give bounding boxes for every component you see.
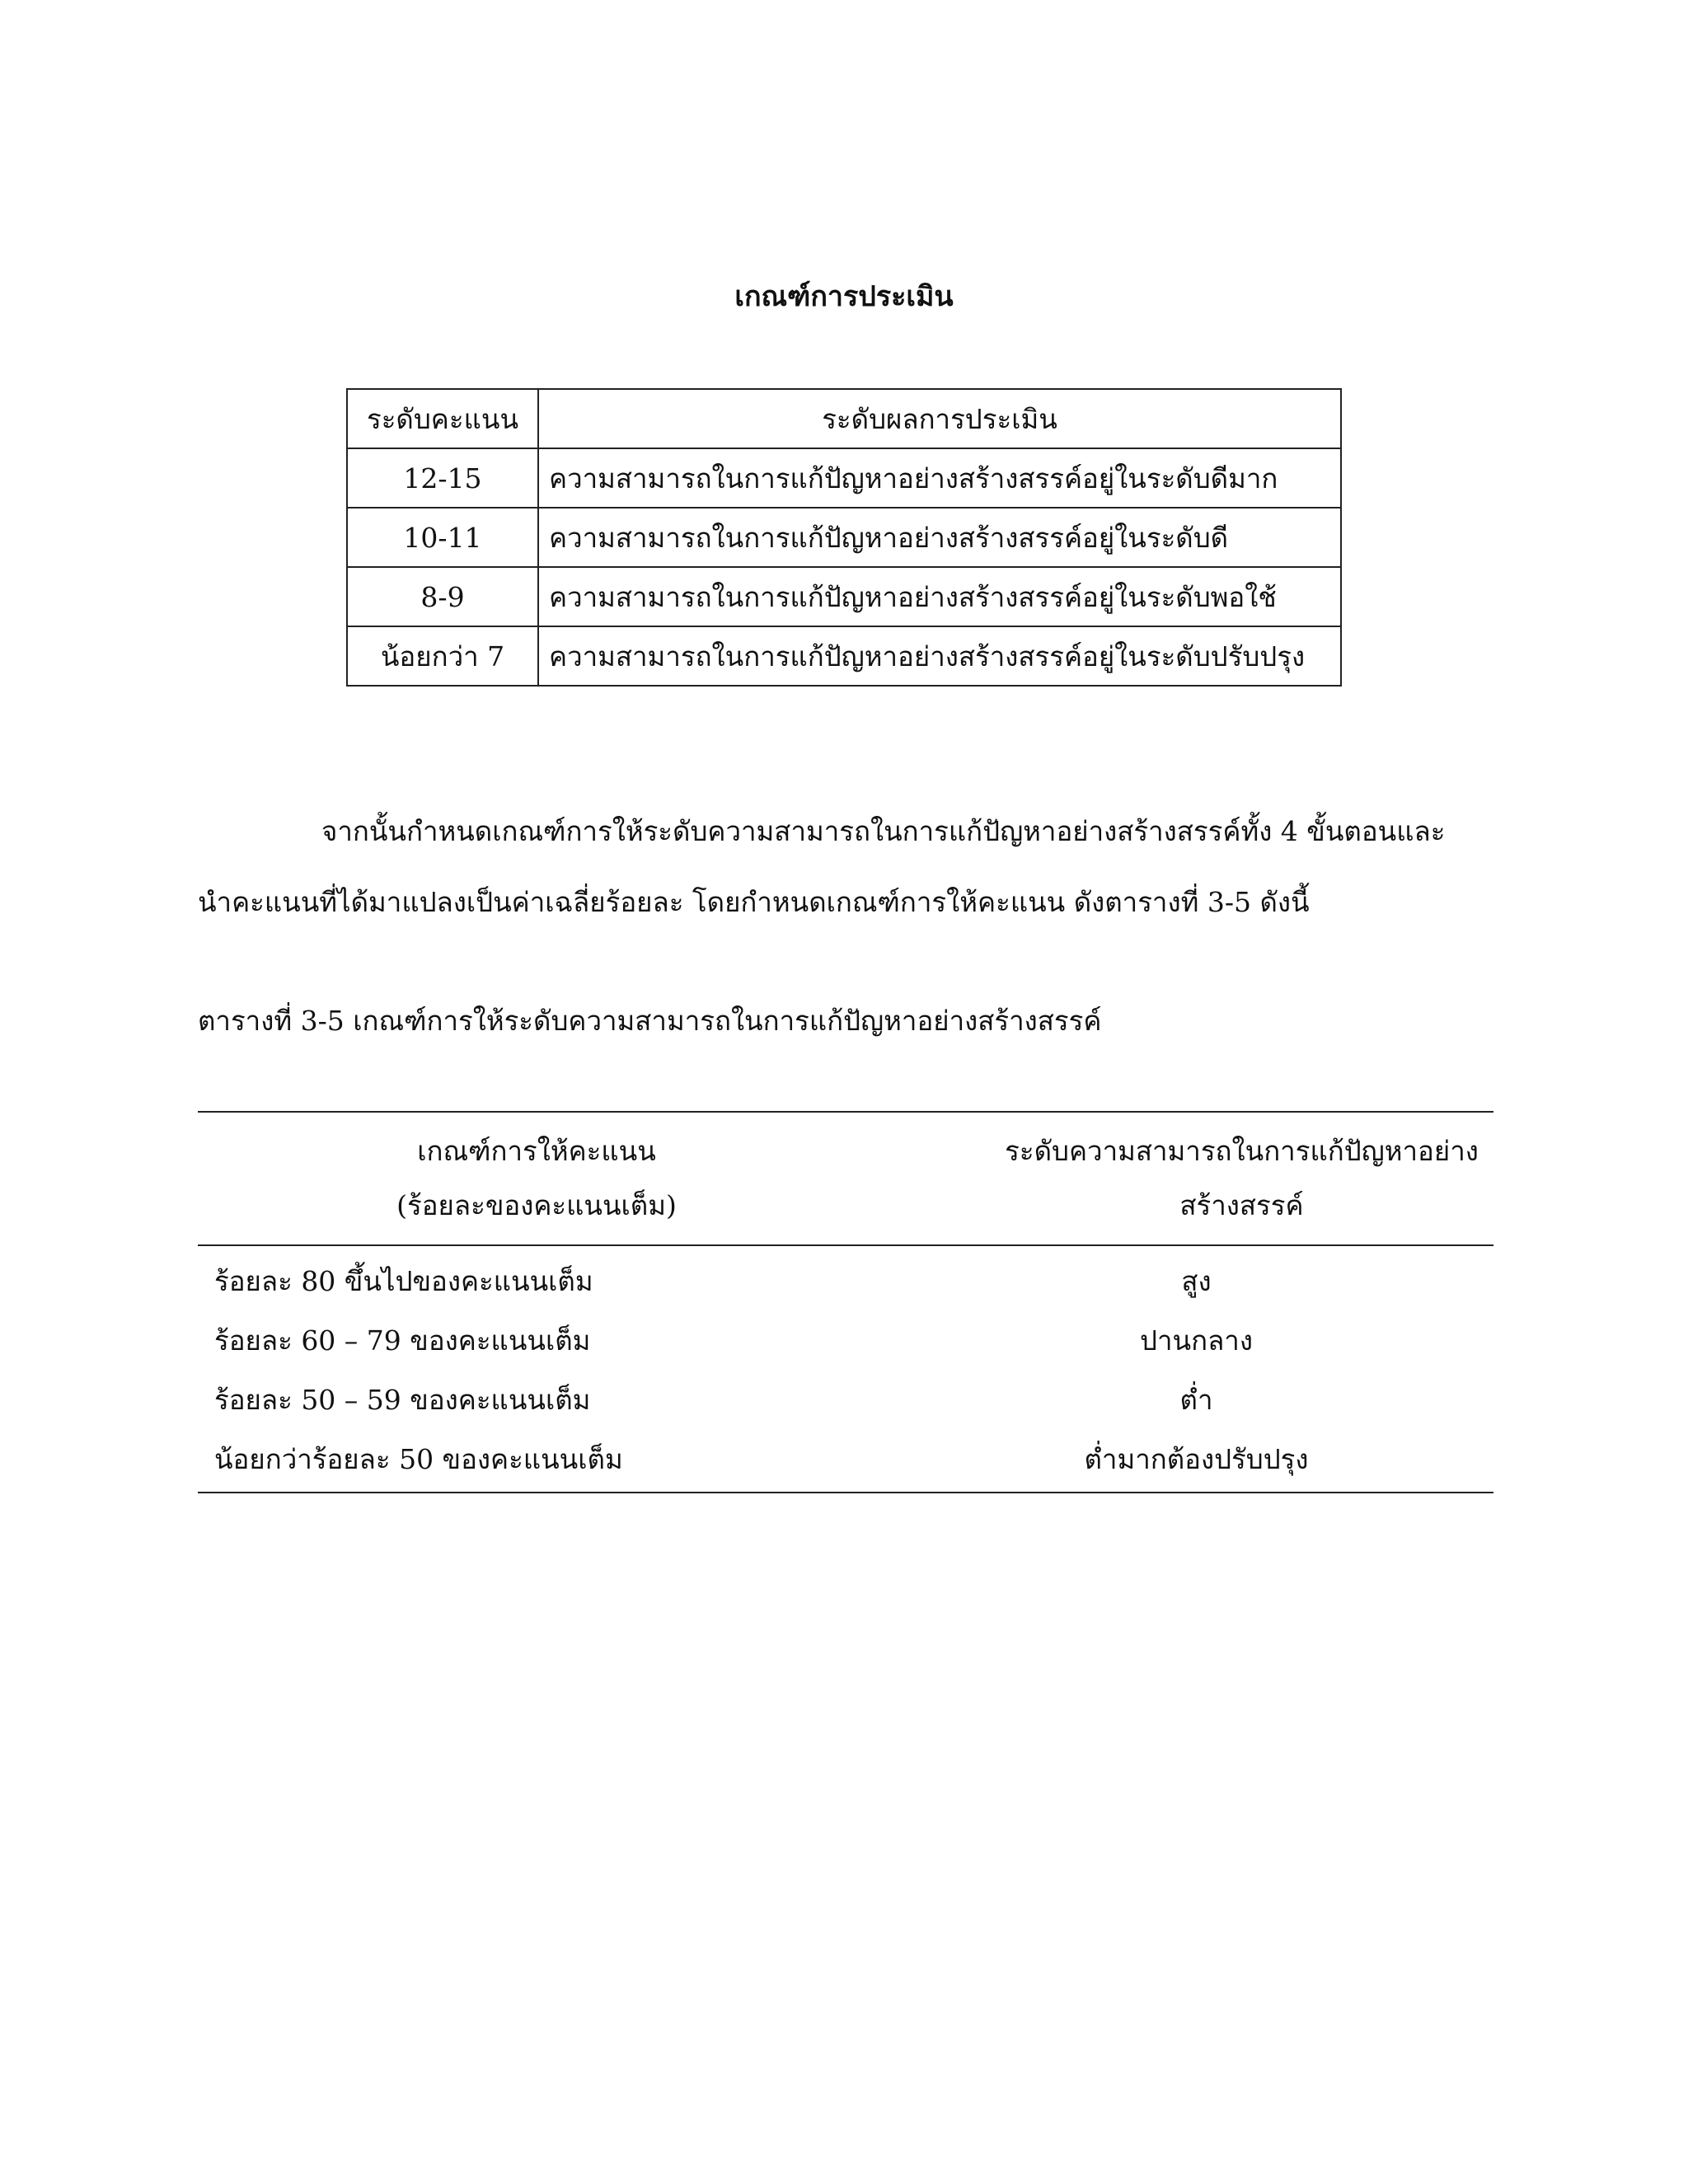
score-cell: 12-15 — [347, 448, 538, 508]
level-cell: ปานกลาง — [1140, 1324, 1253, 1357]
table-header-row — [347, 389, 1341, 448]
table-row — [198, 1370, 1493, 1429]
table-row — [198, 1245, 1493, 1310]
table-caption: ตารางที่ 3-5 เกณฑ์การให้ระดับความสามารถในการแก้ปัญหาอย่างสร้างสรรค์ — [198, 1005, 1102, 1037]
result-cell: ความสามารถในการแก้ปัญหาอย่างสร้างสรรค์อยู่ในระดับดีมาก — [538, 448, 1341, 508]
levels-table — [198, 1111, 1493, 1493]
column-header-criterion — [198, 1112, 990, 1245]
result-cell: ความสามารถในการแก้ปัญหาอย่างสร้างสรรค์อยู่ในระดับพอใช้ — [538, 567, 1341, 626]
paragraph-line: จากนั้นกำหนดเกณฑ์การให้ระดับความสามารถในการแก้ปัญหาอย่างสร้างสรรค์ทั้ง 4 ขั้นตอนและ — [321, 815, 1446, 847]
criterion-cell: ร้อยละ 60 – 79 ของคะแนนเต็ม — [214, 1324, 591, 1357]
column-header-line: เกณฑ์การให้คะแนน — [417, 1135, 656, 1167]
criterion-cell: ร้อยละ 80 ขึ้นไปของคะแนนเต็ม — [214, 1264, 593, 1297]
criterion-cell: น้อยกว่าร้อยละ 50 ของคะแนนเต็ม — [214, 1442, 623, 1475]
column-header-line: (ร้อยละของคะแนนเต็ม) — [396, 1189, 677, 1221]
score-cell: น้อยกว่า 7 — [347, 626, 538, 686]
table-header-row — [198, 1112, 1493, 1245]
column-header-score: ระดับคะแนน — [347, 389, 538, 448]
table-row — [198, 1429, 1493, 1493]
score-cell: 10-11 — [347, 508, 538, 567]
score-cell: 8-9 — [347, 567, 538, 626]
paragraph-line: นำคะแนนที่ได้มาแปลงเป็นค่าเฉลี่ยร้อยละ โดยกำหนดเกณฑ์การให้คะแนน ดังตารางที่ 3-5 ดังนี้ — [198, 886, 1310, 918]
page-title: เกณฑ์การประเมิน — [734, 280, 954, 313]
table-row — [198, 1310, 1493, 1370]
level-cell: สูง — [1181, 1264, 1212, 1297]
table-row — [347, 448, 1341, 508]
criterion-cell: ร้อยละ 50 – 59 ของคะแนนเต็ม — [214, 1383, 591, 1416]
result-cell: ความสามารถในการแก้ปัญหาอย่างสร้างสรรค์อยู่ในระดับดี — [538, 508, 1341, 567]
result-cell: ความสามารถในการแก้ปัญหาอย่างสร้างสรรค์อยู่ในระดับปรับปรุง — [538, 626, 1341, 686]
criteria-table — [346, 388, 1342, 687]
column-header-result: ระดับผลการประเมิน — [538, 389, 1341, 448]
level-cell: ต่ำ — [1179, 1383, 1213, 1416]
column-header-level: ระดับความสามารถในการแก้ปัญหาอย่างสร้างสรรค์ — [990, 1112, 1493, 1245]
table-row — [347, 626, 1341, 686]
level-cell: ต่ำมากต้องปรับปรุง — [1084, 1442, 1309, 1475]
table-row — [347, 508, 1341, 567]
table-row — [347, 567, 1341, 626]
body-paragraph — [198, 796, 1493, 938]
